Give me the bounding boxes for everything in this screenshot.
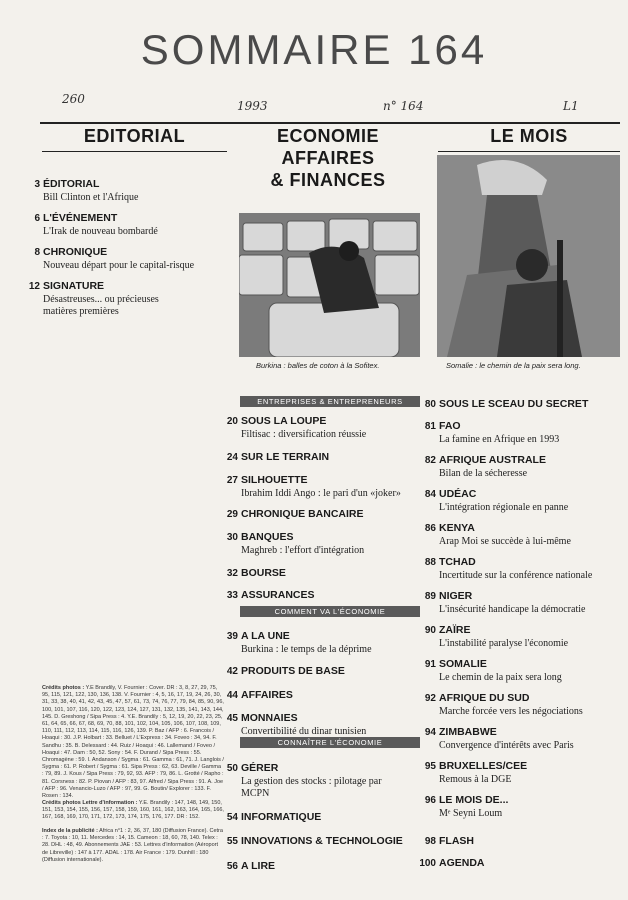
handwritten-note-l1: L1	[563, 99, 579, 113]
toc-title: INFORMATIQUE	[241, 811, 322, 823]
credits-lettre-text: Y.E. Brandily : 147, 148, 149, 150, 151, 153, 154, 155, 156, 157, 158, 159, 160, 161, 162, 163, 164, 165, 166, 167, 168, 169, 170, 171, 172, 173, 174, 175, 176, 177. DR : 152.	[42, 800, 224, 821]
toc-subtitle: MCPN	[241, 788, 270, 799]
toc-entry	[418, 394, 616, 412]
burkina-cotton-photo	[239, 213, 420, 357]
credits-photos-text: Y.E Brandily, V. Fournier : Cover. DR : 3, 8, 27, 29, 75, 95, 115, 121, 122, 130, 136, 138. V. Fournier : 4, 5, 16, 17, 19, 24, 26, 30, 31, 33, 38, 40, 41, 42, 43, 45, 47, 57, 61, 73, 74, 76, 77, 79, 84, 85, 90, 96, 100, 101, 107, 116, 120, 122, 123, 124, 127, 131, 132, 135, 141, 143, 144, 145. D. Greshong / Sipa Press : 4. Y.E. Brandily : 5, 12, 19, 20, 22, 23, 25, 61, 64, 65, 66, 67, 68, 69, 70, 88, 101, 102, 104, 105, 106, 107, 108, 109, 110, 111, 112, 113, 114, 115, 116, 126, 139. P. Baz / AFP : 6. Francois / Hoaqui : 30. J.P. Holbart : 33. Belluet / L'Express : 34. Foveo : 34, 94. F. Sandhu : 35. B. Delessard : 44. Ruiz / Hoaqui : 46. Lallemand / Foveo / Hoaqui : 47. Dam : 50, 52. Sony : 54. F. Durand / Sipa Press : 55. Chromagène : 59. I. Andanson / Sygma : 61. Gamma : 61, 71. J. Langlois / Sygma : 61. P. Robert / Sygma : 61. Sipa Press : 62, 63. Deville / Gamma : 79, 89. J. Kous / Sipa Press : 79, 92, 93. AFP : 79, 86. L. Grotté / Rapho : 81. Corsness : 82. P. Piovan / AFP : 83, 97. Alfred / Sipa Press : 91. A. Joe / AFP : 96. Venancio-Luzo / AFP : 97, 99. G. Boutin/ Explorer : 133. F. Rosen : 134.	[42, 685, 224, 800]
toc-entry	[220, 563, 420, 581]
toc-page-number: 32	[226, 568, 238, 579]
toc-page-number: 92	[424, 693, 436, 704]
toc-subtitle: Burkina : le temps de la déprime	[241, 644, 372, 655]
toc-entry	[220, 527, 420, 557]
credits-index-text: Africa n°1 : 2, 36, 37, 180 (Diffusion France). Cetra : 7. Toyota : 10, 11. Mercedes : 14, 15. Cameon : 18, 60, 78, 140. Telex : 28. DHL : 48, 49. Abonnements JAE : 53. Lettres d'information (Aéroport de Libreville) : 147 à 177. ADAL : 178. Air France : 179. Dunhill : 180 (Diffusion internationale).	[42, 828, 223, 863]
toc-title: SOMALIE	[439, 658, 487, 670]
credits-lettre	[42, 800, 224, 822]
somalie-soldier-photo	[437, 155, 620, 357]
toc-page-number: 27	[226, 475, 238, 486]
toc-title: ZIMBABWE	[439, 726, 497, 738]
toc-entry	[418, 853, 616, 871]
toc-title: KENYA	[439, 522, 475, 534]
toc-title: LE MOIS DE...	[439, 794, 509, 806]
toc-subtitle: Arap Moi se succède à lui-même	[439, 536, 571, 547]
toc-title: TCHAD	[439, 556, 476, 568]
toc-title: ÉDITORIAL	[43, 178, 100, 190]
column-heading-editorial: EDITORIAL	[83, 126, 186, 146]
handwritten-note-issue: n° 164	[383, 99, 424, 113]
toc-subtitle: Maghreb : l'effort d'intégration	[241, 545, 365, 556]
toc-page-number: 95	[424, 761, 436, 772]
toc-title: BANQUES	[241, 531, 294, 543]
toc-title: UDÉAC	[439, 488, 477, 500]
toc-title: CHRONIQUE	[43, 246, 108, 258]
toc-entry	[418, 586, 616, 616]
toc-entry	[22, 242, 232, 272]
toc-title: AGENDA	[439, 857, 485, 869]
toc-subtitle: L'Irak de nouveau bombardé	[43, 226, 158, 237]
handwritten-note-260: 260	[62, 92, 85, 106]
somalie-photo-drawing	[437, 155, 620, 357]
toc-page-number: 91	[424, 659, 436, 670]
toc-title: A LA UNE	[241, 630, 290, 642]
toc-subtitle: L'instabilité paralyse l'économie	[439, 638, 569, 649]
toc-page-number: 98	[424, 836, 436, 847]
handwritten-note-year: 1993	[237, 99, 268, 113]
header-rule	[40, 122, 620, 124]
section-bar-entreprises: ENTREPRISES & ENTREPRENEURS	[240, 396, 420, 407]
toc-title: CHRONIQUE BANCAIRE	[241, 508, 364, 520]
credits-index-label: Index de la publicité :	[42, 828, 98, 834]
burkina-photo-caption: Burkina : balles de coton à la Sofitex.	[256, 361, 380, 370]
column-heading-economie	[238, 125, 418, 191]
toc-entry	[220, 661, 420, 679]
toc-page-number: 44	[226, 690, 238, 701]
toc-page-number: 42	[226, 666, 238, 677]
economie-line-2: AFFAIRES	[281, 148, 375, 168]
toc-page-number: 82	[424, 455, 436, 466]
toc-title: A LIRE	[241, 860, 276, 872]
toc-page-number: 33	[226, 590, 238, 601]
toc-title: GÉRER	[241, 762, 279, 774]
toc-entry	[220, 685, 420, 703]
toc-page-number: 94	[424, 727, 436, 738]
toc-page-number: 6	[34, 213, 40, 224]
column-heading-mois: LE MOIS	[490, 126, 568, 146]
toc-entry	[418, 790, 616, 820]
toc-subtitle: matières premières	[43, 306, 119, 317]
credits-photos	[42, 685, 224, 800]
toc-page-number: 56	[226, 861, 238, 872]
toc-page-number: 30	[226, 532, 238, 543]
toc-page-number: 12	[28, 281, 40, 292]
toc-title: MONNAIES	[241, 712, 298, 724]
toc-subtitle: Marche forcée vers les négociations	[439, 706, 583, 717]
toc-entry	[220, 758, 420, 800]
toc-entry	[418, 620, 616, 650]
toc-subtitle: Le chemin de la paix sera long	[439, 672, 562, 683]
toc-subtitle: Remous à la DGE	[439, 774, 512, 785]
toc-entry	[22, 174, 232, 204]
toc-subtitle: Nouveau départ pour le capital-risque	[43, 260, 195, 271]
toc-subtitle: Filtisac : diversification réussie	[241, 429, 367, 440]
toc-title: SILHOUETTE	[241, 474, 308, 486]
toc-page-number: 39	[226, 631, 238, 642]
economie-line-3: & FINANCES	[270, 170, 386, 190]
toc-subtitle: Convertibilité du dinar tunisien	[241, 726, 367, 737]
toc-entry	[220, 708, 420, 738]
toc-page-number: 24	[226, 452, 238, 463]
toc-page-number: 90	[424, 625, 436, 636]
toc-title: FAO	[439, 420, 461, 432]
toc-entry	[418, 831, 616, 849]
credits-photos-label: Crédits photos :	[42, 685, 85, 691]
toc-entry	[418, 450, 616, 480]
section-bar-comment: COMMENT VA L'ÉCONOMIE	[240, 606, 420, 617]
toc-title: FLASH	[439, 835, 474, 847]
toc-page-number: 86	[424, 523, 436, 534]
economie-line-1: ECONOMIE	[276, 126, 379, 146]
toc-entry	[220, 585, 420, 603]
toc-page-number: 20	[226, 416, 238, 427]
toc-entry	[418, 552, 616, 582]
toc-title: ZAÏRE	[439, 624, 471, 636]
toc-title: SUR LE TERRAIN	[241, 451, 330, 463]
toc-entry	[418, 654, 616, 684]
toc-entry	[418, 416, 616, 446]
toc-page-number: 96	[424, 795, 436, 806]
toc-page-number: 100	[419, 858, 436, 869]
toc-subtitle: La gestion des stocks : pilotage par	[241, 776, 382, 787]
toc-entry	[220, 504, 420, 522]
toc-entry	[220, 831, 420, 849]
section-bar-connaitre: CONNAÎTRE L'ÉCONOMIE	[240, 737, 420, 748]
toc-page-number: 80	[424, 399, 436, 410]
toc-page-number: 50	[226, 763, 238, 774]
page-title: SOMMAIRE 164	[140, 26, 488, 73]
toc-title: SOUS LA LOUPE	[241, 415, 327, 427]
credits-lettre-label: Crédits photos Lettre d'information :	[42, 800, 138, 806]
toc-page-number: 3	[34, 179, 40, 190]
toc-title: BRUXELLES/CEE	[439, 760, 528, 772]
mois-heading-rule	[438, 151, 620, 152]
toc-title: ASSURANCES	[241, 589, 315, 601]
toc-subtitle: L'insécurité handicape la démocratie	[439, 604, 586, 615]
toc-subtitle: La famine en Afrique en 1993	[439, 434, 560, 445]
toc-entry	[220, 626, 420, 656]
toc-entry	[418, 484, 616, 514]
toc-page-number: 81	[424, 421, 436, 432]
toc-title: L'ÉVÉNEMENT	[43, 212, 118, 224]
toc-entry	[418, 722, 616, 752]
toc-subtitle: Mᵉ Seyni Loum	[439, 808, 503, 819]
toc-entry	[418, 756, 616, 786]
toc-entry	[220, 807, 420, 825]
toc-entry	[418, 518, 616, 548]
toc-entry	[418, 688, 616, 718]
toc-page-number: 45	[226, 713, 238, 724]
toc-page-number: 29	[226, 509, 238, 520]
editorial-heading-rule	[42, 151, 227, 152]
burkina-photo-drawing	[239, 213, 420, 357]
toc-page-number: 89	[424, 591, 436, 602]
toc-title: PRODUITS DE BASE	[241, 665, 345, 677]
toc-subtitle: Bilan de la sécheresse	[439, 468, 528, 479]
toc-entry	[22, 276, 232, 318]
toc-title: SIGNATURE	[43, 280, 105, 292]
toc-entry	[220, 470, 420, 500]
toc-subtitle: Ibrahim Iddi Ango : le pari d'un «joker»	[241, 488, 401, 499]
toc-title: NIGER	[439, 590, 473, 602]
toc-title: INNOVATIONS & TECHNOLOGIE	[241, 835, 403, 847]
toc-page-number: 8	[34, 247, 40, 258]
toc-entry	[220, 447, 420, 465]
toc-entry	[220, 856, 420, 874]
credits-index	[42, 828, 224, 864]
toc-title: AFRIQUE DU SUD	[439, 692, 530, 704]
toc-subtitle: L'intégration régionale en panne	[439, 502, 569, 513]
toc-title: AFFAIRES	[241, 689, 293, 701]
toc-subtitle: Bill Clinton et l'Afrique	[43, 192, 139, 203]
toc-title: BOURSE	[241, 567, 286, 579]
toc-subtitle: Désastreuses... ou précieuses	[43, 294, 159, 305]
toc-subtitle: Incertitude sur la conférence nationale	[439, 570, 593, 581]
toc-title: SOUS LE SCEAU DU SECRET	[439, 398, 589, 410]
toc-page-number: 88	[424, 557, 436, 568]
toc-page-number: 55	[226, 836, 238, 847]
toc-entry	[22, 208, 232, 238]
toc-entry	[220, 411, 420, 441]
toc-subtitle: Convergence d'intérêts avec Paris	[439, 740, 574, 751]
toc-title: AFRIQUE AUSTRALE	[439, 454, 546, 466]
somalie-photo-caption: Somalie : le chemin de la paix sera long.	[446, 361, 581, 370]
toc-page-number: 84	[424, 489, 436, 500]
toc-page-number: 54	[226, 812, 238, 823]
